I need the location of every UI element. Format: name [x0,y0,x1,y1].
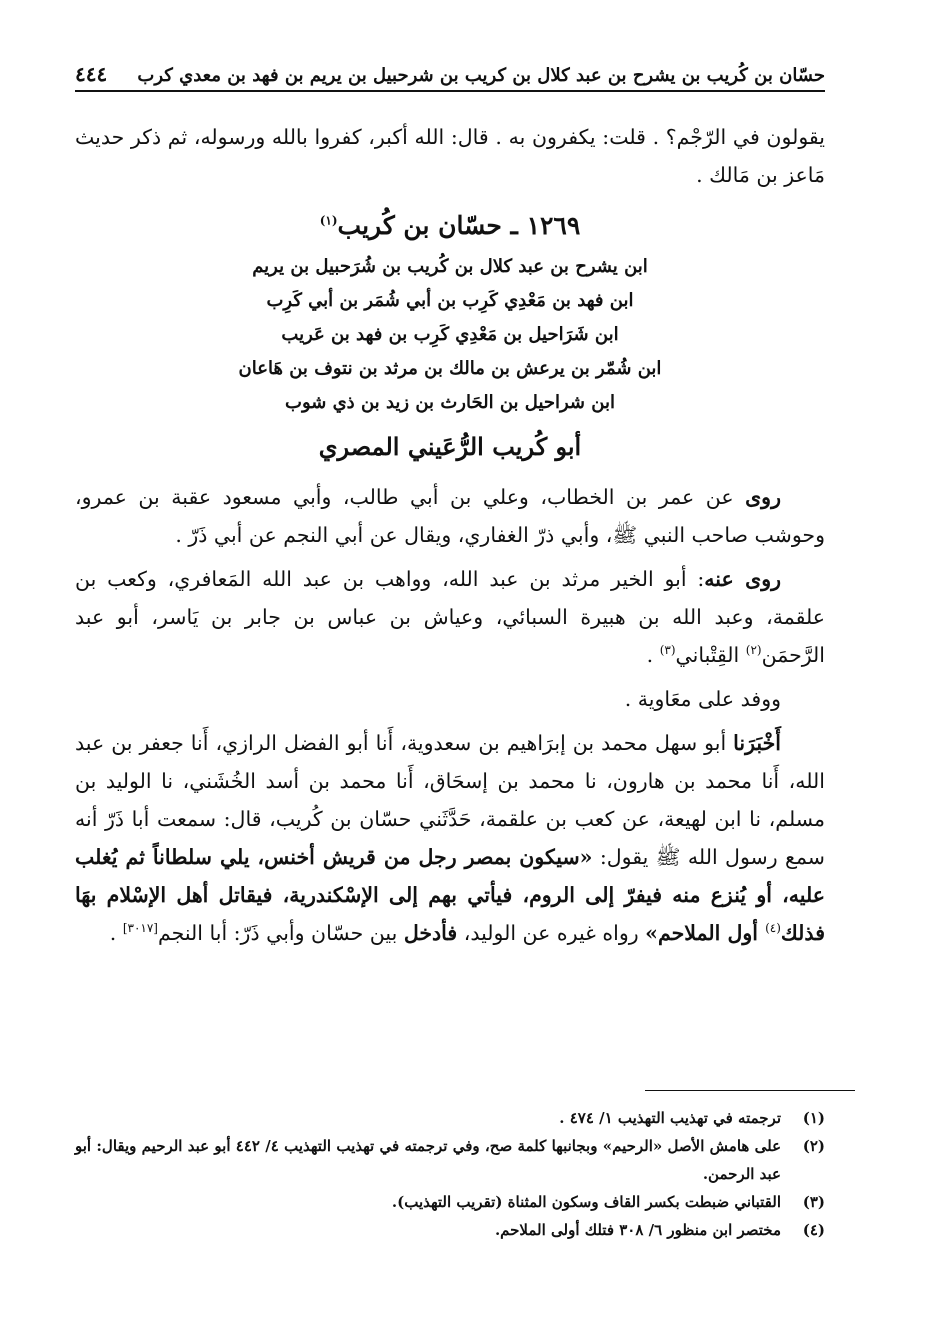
lineage-line: ابن شراحيل بن الحَارث بن زيد بن ذي شوب [285,392,615,413]
footnote [75,1216,825,1244]
footnote-text: مختصر ابن منظور ٦/ ٣٠٨ فتلك أولى الملاحم. [494,1221,781,1239]
lineage-line: ابن يشرح بن عبد كلال بن كُريب بن شُرَحبيل بن يريم [252,256,648,277]
footnote-number: (١) [802,1109,825,1127]
entry-title-footnote-ref: (١) [319,213,338,228]
narrated-from-text: عن عمر بن الخطاب، وعلي بن أبي طالب، وأبي مسعود عقبة بن عمرو، وحوشب صاحب النبي ﷺ، وأبي ذرّ الغفاري، ويقال عن أبي النجم عن أبي ذَرّ . [75,485,825,547]
hadith-reference-number: [٣٠١٧] [122,921,158,936]
footnote-ref-3: (٣) [659,643,676,658]
entry-title [75,204,825,248]
narrators-lead: روى عنه [704,567,782,591]
narrators-paragraph [75,560,825,674]
footnote [75,1132,825,1188]
kunya-heading: أبو كُريب الرُّعَيني المصري [318,432,582,461]
lineage-line: ابن شُمّر بن يرعش بن مالك بن مرثد بن نتوف بن هَاعان [238,358,662,379]
narrated-from-paragraph [75,478,825,554]
delegation-paragraph: ووفد على معَاوية . [624,687,781,711]
narrators-text-3: . [646,643,660,667]
hadith-quote-end: أول الملاحم» [645,921,766,945]
narrated-from-lead: روى [745,485,781,509]
footnote [75,1188,825,1216]
narrators-text: : أبو الخير مرثد بن عبد الله، وواهب بن عبد الله المَعافري، وكعب بن علقمة، وعبد الله بن هبيرة السبائي، وعياش بن عباس بن جابر بن يَاسر، أبو عبد الرَّحمَن [75,567,825,667]
hadith-paragraph [75,724,825,952]
hadith-end: . [109,921,123,945]
footnote-number: (٣) [802,1193,825,1211]
footnote-text: على هامش الأصل «الرحيم» وبجانبها كلمة صح، وفي ترجمته في تهذيب التهذيب ٤/ ٤٤٢ أبو عبد الرحيم ويقال: أبو عبد الرحمن. [75,1137,782,1183]
footnote-divider [645,1090,855,1091]
footnote-text: القتباني ضبطت بكسر القاف وسكون المثناة (تقريب التهذيب). [391,1193,781,1211]
hadith-note-2: بين حسّان وأبي ذَرّ: أبا النجم [157,921,404,945]
hadith-quote: «سيكون بمصر رجل من قريش أخنس، يلي سلطاناً ثم يُغلب عليه، أو يُنزع منه فيفرّ إلى الروم، فيأتي بهم إلى الإسْكندرية، فيقاتل أهل الإسْلام بهَا فذلك [75,845,825,945]
footnote-text: ترجمته في تهذيب التهذيب ١/ ٤٧٤ . [559,1109,781,1127]
footnote-ref-4: (٤) [765,921,781,936]
lineage-block [75,250,825,420]
footnote-number: (٤) [802,1221,825,1239]
hadith-note-bold: فأدخل [403,921,458,945]
hadith-lead: أَخْبَرَنا [733,731,781,755]
main-text [75,118,825,952]
lineage-line: ابن فهد بن مَعْدِي كَرِب بن أبي شُمَر بن أبي كَرِب [266,290,634,311]
hadith-isnad: أبو سهل محمد بن إبرَاهيم بن سعدوية، أَنا أبو الفضل الرازي، أَنا جعفر بن عبد الله، أَنا محمد بن هارون، نا محمد بن إسحَاق، أَنا محمد بن أسد الخُشَني، نا الوليد بن مسلم، نا ابن لهيعة، عن كعب بن علقمة، حَدَّثَني حسّان بن كُريب، قال: سمعت أبا ذَرّ أنه سمع رسول الله ﷺ يقول: [75,731,825,869]
running-title: حسّان بن كُريب بن يشرح بن عبد كلال بن كريب بن شرحبيل بن يريم بن فهد بن معدي كرب [137,65,825,86]
footnote [75,1104,825,1132]
hadith-note: رواه غيره عن الوليد، [457,921,646,945]
intro-paragraph: يقولون في الرّجْم؟ . قلت: يكفرون به . قال: الله أكبر، كفروا بالله ورسوله، ثم ذكر حديث مَاعز بن مَالك . [75,125,825,187]
page-number: ٤٤٤ [75,62,108,86]
lineage-line: ابن شَرَاحيل بن مَعْدِي كَرِب بن فهد بن عَريب [281,324,619,345]
footnote-ref-2: (٢) [745,643,762,658]
page-header [75,52,825,92]
narrators-text-2: القِتْباني [675,643,746,667]
footnotes [75,1104,825,1244]
entry-title-text: ١٢٦٩ ـ حسّان بن كُريب [337,211,581,240]
footnote-number: (٢) [802,1137,825,1155]
